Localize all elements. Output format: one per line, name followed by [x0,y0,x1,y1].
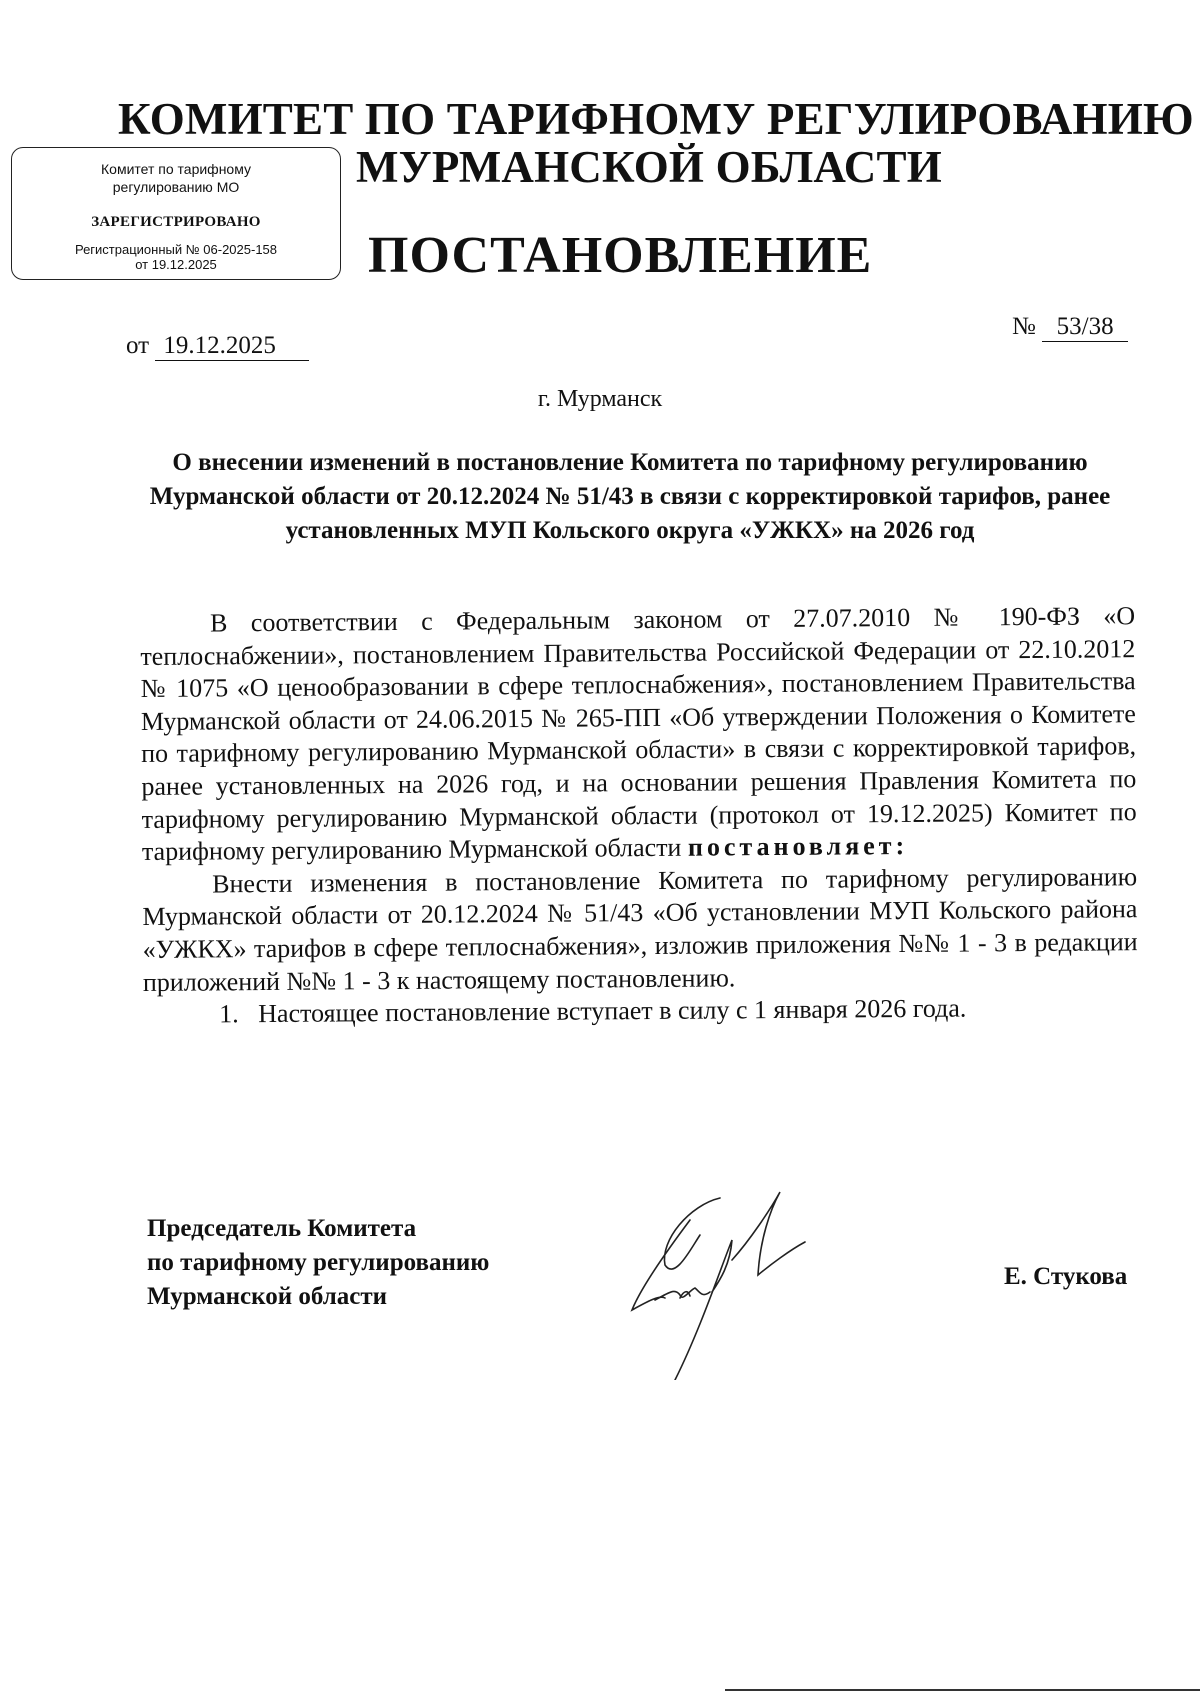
preamble-paragraph [140,600,1137,869]
signatory-position [147,1212,489,1314]
stamp-status: ЗАРЕГИСТРИРОВАНО [91,214,261,230]
org-name-line2: МУРМАНСКОЙ ОБЛАСТИ [356,142,942,192]
document-heading: О внесении изменений в постановление Комитета по тарифному регулированию Мурманской области от 20.12.2024 № 51/43 в связи с корректировкой тарифов, ранее установленных МУП Кольского округа «УЖКХ» на 2026 год [149,449,1111,544]
item-1-text: Настоящее постановление вступает в силу с 1 января 2026 года. [258,993,967,1029]
stamp-reg-number: Регистрационный № 06-2025-158 [74,242,278,257]
document-number: 53/38 [1042,313,1128,342]
org-name-line1: КОМИТЕТ ПО ТАРИФНОМУ РЕГУЛИРОВАНИЮ [118,94,1194,144]
stamp-org-line1: Комитет по тарифному [101,161,251,177]
number-prefix: № [1012,313,1036,340]
document-type-title: ПОСТАНОВЛЕНИЕ [368,227,873,284]
signatory-position-line3: Мурманской области [147,1283,388,1310]
stamp-reg-date: от 19.12.2025 [135,257,217,272]
signatory-position-line2: по тарифному регулированию [147,1249,490,1276]
preamble-text: В соответствии с Федеральным законом от 27.07.2010 № 190-ФЗ «О теплоснабжении», постановлением Правительства Российской Федерации от 22.10.2012 № 1075 «О ценообразовании в сфере теплоснабжения», постановлением Правительства Мурманской области от 24.06.2015 № 265-ПП «Об утверждении Положения о Комитете по тарифному регулированию Мурманской области» в связи с корректировкой тарифов, ранее установленных на 2026 год, и на основании решения Правления Комитета по тарифному регулированию Мурманской области (протокол от 19.12.2025) Комитет по тарифному регулированию Мурманской области [140,601,1137,867]
amendment-paragraph: Внести изменения в постановление Комитета по тарифному регулированию Мурманской области от 20.12.2024 № 51/43 «Об установлении МУП Кольского района «УЖКХ» тарифов в сфере теплоснабжения», изложив приложения №№ 1 - 3 в редакции приложений №№ 1 - 3 к настоящему постановлению. [142,861,1138,997]
registration-stamp [11,147,341,280]
document-date-field [126,332,309,361]
document-number-field [1012,313,1128,342]
item-1 [143,991,1138,1031]
stamp-org [12,160,340,196]
item-1-number: 1. [219,999,239,1029]
document-body [140,600,1138,1032]
stamp-registration [12,242,340,272]
date-prefix: от [126,332,150,359]
resolves-word: постановляет: [687,831,909,862]
city: г. Мурманск [537,386,663,412]
document-date: 19.12.2025 [155,332,309,361]
handwritten-signature [620,1180,840,1380]
stamp-org-line2: регулированию МО [112,179,240,195]
signatory-name: Е. Стукова [1004,1263,1128,1290]
signatory-position-line1: Председатель Комитета [147,1215,417,1242]
page-bottom-rule [725,1689,1200,1691]
